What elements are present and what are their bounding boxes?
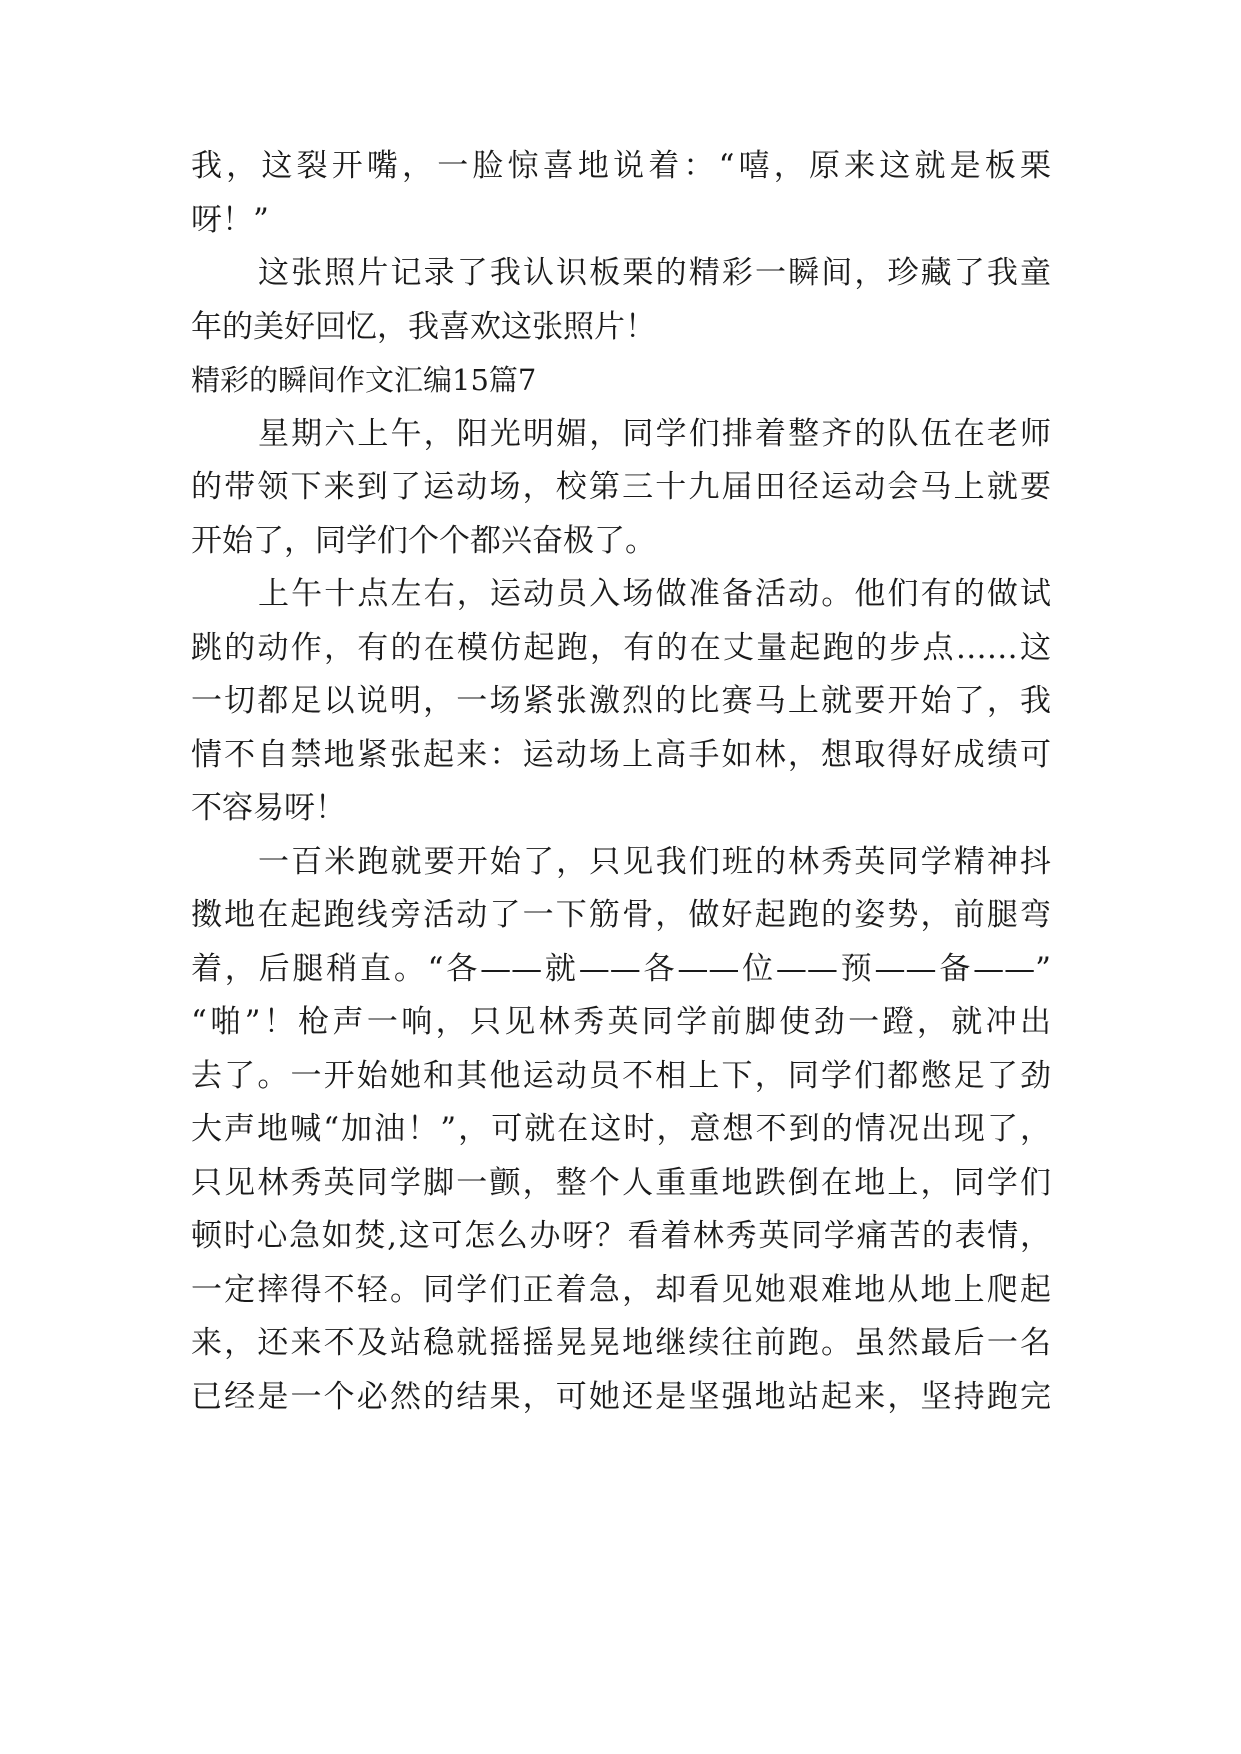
text-line: 星期六上午，阳光明媚，同学们排着整齐的队伍在老师 [258,416,1051,452]
text-line: 跳的动作，有的在模仿起跑，有的在丈量起跑的步点……这 [191,630,1051,666]
text-line: 我，这裂开嘴，一脸惊喜地说着：“嘻，原来这就是板栗 [191,148,1051,184]
text-line: 年的美好回忆，我喜欢这张照片！ [191,309,656,345]
text-line: 来，还来不及站稳就摇摇晃晃地继续往前跑。虽然最后一名 [191,1325,1051,1361]
text-line: 擞地在起跑线旁活动了一下筋骨，做好起跑的姿势，前腿弯 [191,897,1051,933]
text-line: 去了。一开始她和其他运动员不相上下，同学们都憋足了劲 [191,1058,1051,1094]
text-line: 呀！” [191,202,269,238]
text-line: 的带领下来到了运动场，校第三十九届田径运动会马上就要 [191,469,1051,505]
text-line: 开始了，同学们个个都兴奋极了。 [191,523,656,559]
text-line: 不容易呀！ [191,790,346,826]
text-line: “啪”！枪声一响，只见林秀英同学前脚使劲一蹬，就冲出 [191,1004,1051,1040]
text-line: 一定摔得不轻。同学们正着急，却看见她艰难地从地上爬起 [191,1272,1051,1308]
text-line: 上午十点左右，运动员入场做准备活动。他们有的做试 [258,576,1051,612]
text-line: 着，后腿稍直。“各——就——各——位——预——备——” [191,951,1051,987]
text-line: 只见林秀英同学脚一颤，整个人重重地跌倒在地上，同学们 [191,1165,1051,1201]
text-line: 一百米跑就要开始了，只见我们班的林秀英同学精神抖 [258,844,1051,880]
section-heading: 精彩的瞬间作文汇编15篇7 [191,363,537,397]
text-line: 已经是一个必然的结果，可她还是坚强地站起来，坚持跑完 [191,1379,1051,1415]
text-line: 这张照片记录了我认识板栗的精彩一瞬间，珍藏了我童 [258,255,1051,291]
text-line: 顿时心急如焚,这可怎么办呀？看着林秀英同学痛苦的表情， [191,1218,1051,1254]
text-line: 情不自禁地紧张起来：运动场上高手如林，想取得好成绩可 [191,737,1051,773]
text-line: 一切都足以说明，一场紧张激烈的比赛马上就要开始了，我 [191,683,1051,719]
text-line: 大声地喊“加油！”，可就在这时，意想不到的情况出现了， [191,1111,1051,1147]
